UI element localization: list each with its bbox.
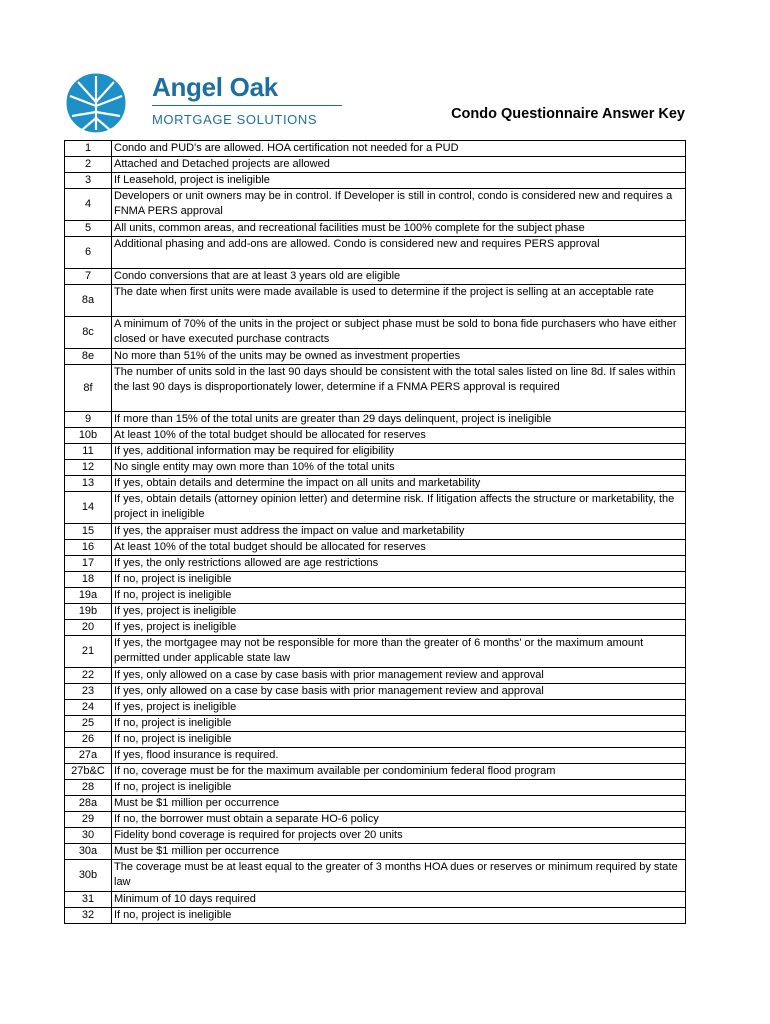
page-title: Condo Questionnaire Answer Key (451, 106, 685, 122)
table-row (65, 748, 686, 764)
table-row (65, 780, 686, 796)
table-row (65, 412, 686, 428)
table-row (65, 173, 686, 189)
table-row (65, 349, 686, 365)
answer-text: If more than 15% of the total units are greater than 29 days delinquent, project is ineligible (112, 412, 686, 428)
answer-text: No single entity may own more than 10% of the total units (112, 460, 686, 476)
table-row (65, 189, 686, 221)
table-row (65, 157, 686, 173)
question-number: 28 (65, 780, 112, 796)
table-row (65, 892, 686, 908)
question-number: 8a (65, 285, 112, 317)
answer-text: If yes, project is ineligible (112, 604, 686, 620)
answer-text: If no, project is ineligible (112, 588, 686, 604)
answer-text: Must be $1 million per occurrence (112, 796, 686, 812)
table-row (65, 237, 686, 269)
question-number: 16 (65, 540, 112, 556)
question-number: 1 (65, 141, 112, 157)
question-number: 23 (65, 684, 112, 700)
table-row (65, 524, 686, 540)
question-number: 15 (65, 524, 112, 540)
company-logo (64, 72, 318, 134)
answer-text: Must be $1 million per occurrence (112, 844, 686, 860)
answer-text: If yes, additional information may be required for eligibility (112, 444, 686, 460)
answer-text: Attached and Detached projects are allowed (112, 157, 686, 173)
question-number: 5 (65, 221, 112, 237)
question-number: 30 (65, 828, 112, 844)
answer-text: Developers or unit owners may be in control. If Developer is still in control, condo is considered new and requires a FNMA PERS approval (112, 189, 686, 221)
answer-text: If yes, the only restrictions allowed are age restrictions (112, 556, 686, 572)
table-row (65, 636, 686, 668)
answer-text: If no, project is ineligible (112, 716, 686, 732)
answer-text: Additional phasing and add-ons are allowed. Condo is considered new and requires PERS approval (112, 237, 686, 269)
table-row (65, 844, 686, 860)
question-number: 21 (65, 636, 112, 668)
answer-text: If yes, the appraiser must address the impact on value and marketability (112, 524, 686, 540)
table-row (65, 668, 686, 684)
question-number: 29 (65, 812, 112, 828)
table-row (65, 540, 686, 556)
table-row (65, 684, 686, 700)
answer-text: The date when first units were made available is used to determine if the project is selling at an acceptable rate (112, 285, 686, 317)
table-row (65, 732, 686, 748)
question-number: 20 (65, 620, 112, 636)
answer-key-table (64, 140, 686, 924)
answer-text: If yes, flood insurance is required. (112, 748, 686, 764)
table-row (65, 476, 686, 492)
answer-text: If no, project is ineligible (112, 780, 686, 796)
answer-text: If no, project is ineligible (112, 908, 686, 924)
question-number: 25 (65, 716, 112, 732)
table-row (65, 700, 686, 716)
question-number: 31 (65, 892, 112, 908)
question-number: 28a (65, 796, 112, 812)
table-row (65, 620, 686, 636)
table-row (65, 588, 686, 604)
answer-text: If yes, obtain details and determine the impact on all units and marketability (112, 476, 686, 492)
table-row (65, 428, 686, 444)
question-number: 8c (65, 317, 112, 349)
question-number: 8e (65, 349, 112, 365)
answer-text: If Leasehold, project is ineligible (112, 173, 686, 189)
question-number: 27a (65, 748, 112, 764)
question-number: 19a (65, 588, 112, 604)
question-number: 3 (65, 173, 112, 189)
answer-text: If yes, only allowed on a case by case basis with prior management review and approval (112, 668, 686, 684)
answer-text: If yes, project is ineligible (112, 620, 686, 636)
answer-text: If yes, the mortgagee may not be responsible for more than the greater of 6 months' or the maximum amount permitted under applicable state law (112, 636, 686, 668)
table-row (65, 860, 686, 892)
table-row (65, 908, 686, 924)
question-number: 13 (65, 476, 112, 492)
table-row (65, 716, 686, 732)
table-row (65, 812, 686, 828)
table-row (65, 317, 686, 349)
table-row (65, 365, 686, 412)
answer-text: Fidelity bond coverage is required for projects over 20 units (112, 828, 686, 844)
table-row (65, 141, 686, 157)
question-number: 27b&C (65, 764, 112, 780)
answer-text: A minimum of 70% of the units in the project or subject phase must be sold to bona fide purchasers who have either closed or have executed purchase contracts (112, 317, 686, 349)
answer-text: The coverage must be at least equal to the greater of 3 months HOA dues or reserves or minimum required by state law (112, 860, 686, 892)
brand-divider (152, 105, 342, 106)
question-number: 18 (65, 572, 112, 588)
answer-text: All units, common areas, and recreational facilities must be 100% complete for the subject phase (112, 221, 686, 237)
tree-logo-icon (64, 72, 128, 134)
table-row (65, 828, 686, 844)
question-number: 6 (65, 237, 112, 269)
answer-text: If no, project is ineligible (112, 732, 686, 748)
answer-text: Minimum of 10 days required (112, 892, 686, 908)
question-number: 10b (65, 428, 112, 444)
table-row (65, 572, 686, 588)
answer-text: Condo and PUD's are allowed. HOA certification not needed for a PUD (112, 141, 686, 157)
answer-text: At least 10% of the total budget should be allocated for reserves (112, 540, 686, 556)
table-row (65, 492, 686, 524)
answer-text: At least 10% of the total budget should be allocated for reserves (112, 428, 686, 444)
question-number: 7 (65, 269, 112, 285)
table-row (65, 269, 686, 285)
table-row (65, 556, 686, 572)
answer-text: No more than 51% of the units may be owned as investment properties (112, 349, 686, 365)
question-number: 2 (65, 157, 112, 173)
question-number: 17 (65, 556, 112, 572)
answer-text: Condo conversions that are at least 3 years old are eligible (112, 269, 686, 285)
question-number: 30b (65, 860, 112, 892)
answer-text: If no, project is ineligible (112, 572, 686, 588)
question-number: 24 (65, 700, 112, 716)
table-row (65, 764, 686, 780)
table-row (65, 285, 686, 317)
answer-text: The number of units sold in the last 90 days should be consistent with the total sales listed on line 8d. If sales within the last 90 days is disproportionately lower, determine if a FNMA PERS approval is required (112, 365, 686, 412)
question-number: 4 (65, 189, 112, 221)
answer-text: If no, the borrower must obtain a separate HO-6 policy (112, 812, 686, 828)
answer-text: If yes, project is ineligible (112, 700, 686, 716)
answer-text: If yes, only allowed on a case by case basis with prior management review and approval (112, 684, 686, 700)
question-number: 11 (65, 444, 112, 460)
table-row (65, 444, 686, 460)
question-number: 9 (65, 412, 112, 428)
question-number: 26 (65, 732, 112, 748)
question-number: 14 (65, 492, 112, 524)
table-row (65, 796, 686, 812)
brand-subtitle: MORTGAGE SOLUTIONS (152, 112, 318, 127)
answer-text: If no, coverage must be for the maximum available per condominium federal flood program (112, 764, 686, 780)
question-number: 8f (65, 365, 112, 412)
question-number: 19b (65, 604, 112, 620)
question-number: 30a (65, 844, 112, 860)
table-row (65, 221, 686, 237)
table-row (65, 460, 686, 476)
question-number: 22 (65, 668, 112, 684)
table-row (65, 604, 686, 620)
question-number: 12 (65, 460, 112, 476)
answer-text: If yes, obtain details (attorney opinion letter) and determine risk. If litigation affects the structure or marketability, the project in ineligible (112, 492, 686, 524)
brand-name: Angel Oak (152, 72, 278, 102)
question-number: 32 (65, 908, 112, 924)
